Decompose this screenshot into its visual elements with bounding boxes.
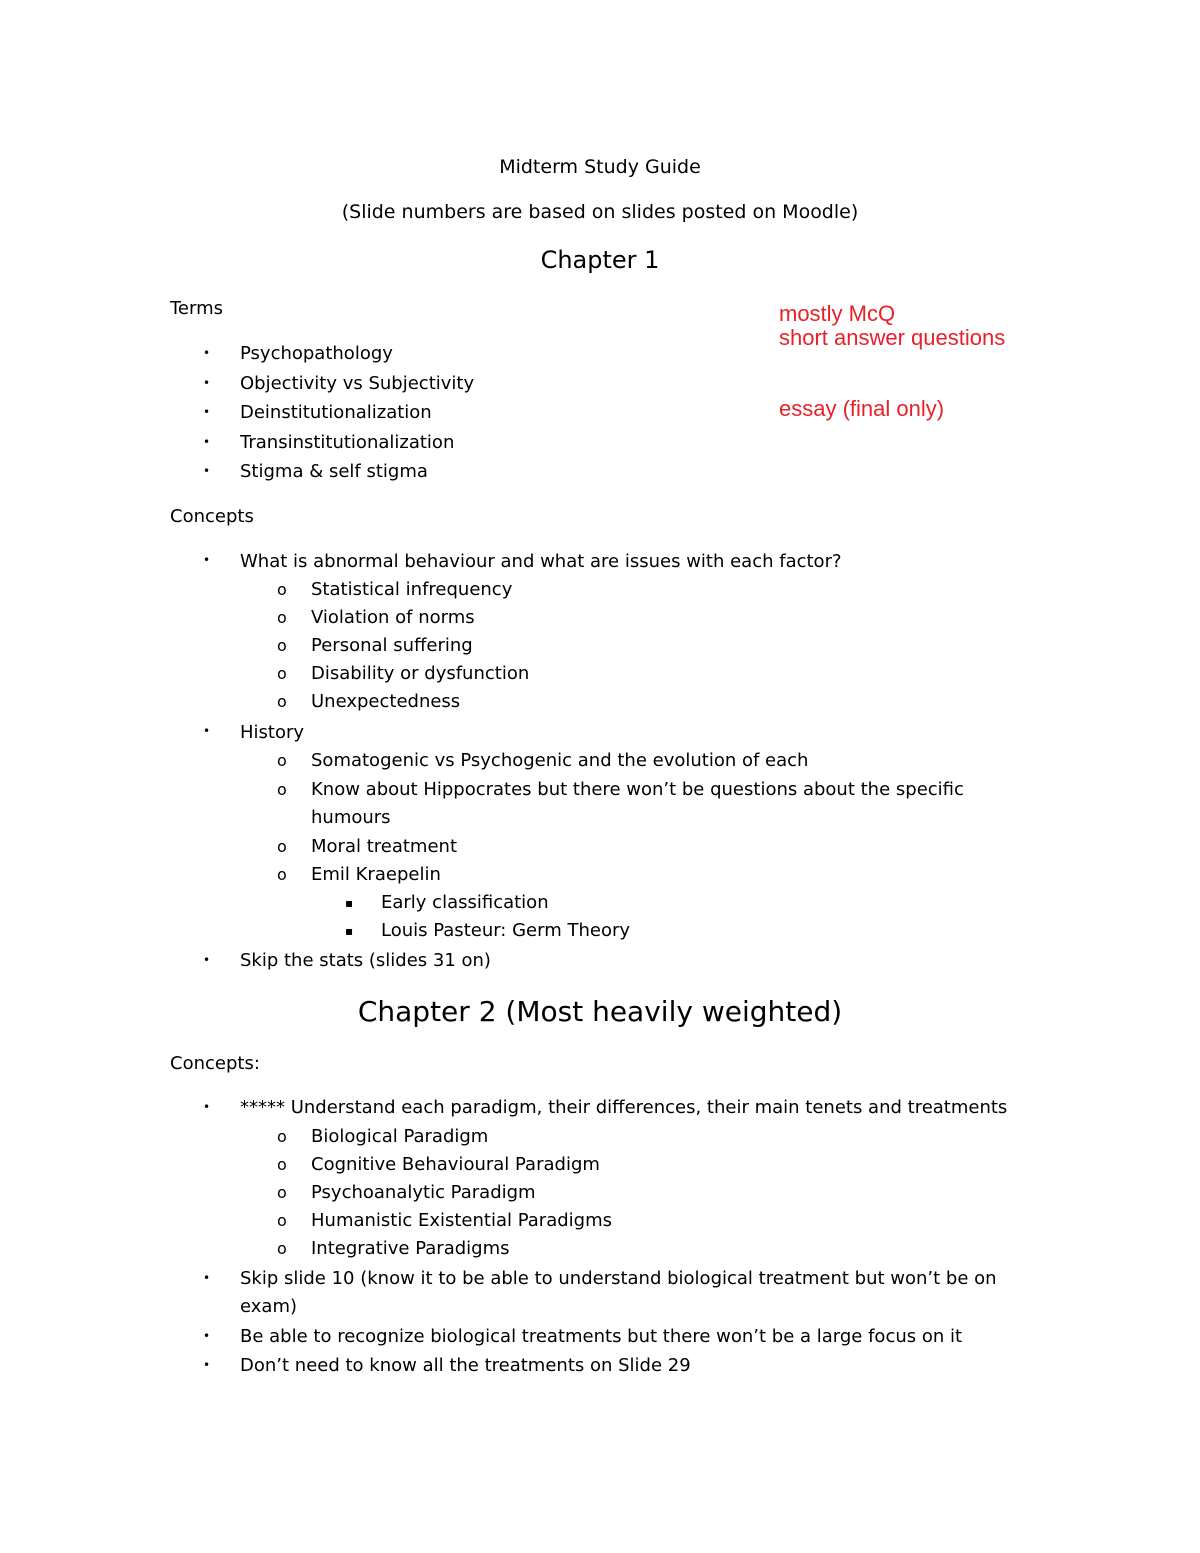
term-item: Stigma & self stigma — [240, 461, 428, 482]
bullet-marker: • — [203, 553, 211, 567]
terms-label: Terms — [170, 298, 224, 319]
factor-item: Unexpectedness — [311, 691, 461, 712]
term-item: Psychopathology — [240, 343, 393, 364]
document-title: Midterm Study Guide — [499, 156, 701, 178]
factor-item: Violation of norms — [311, 607, 475, 628]
kraepelin-item: Early classification — [381, 892, 549, 913]
bullet-marker: • — [203, 1100, 211, 1114]
bullet-marker: • — [203, 464, 211, 478]
sub-bullet-marker: o — [277, 1127, 287, 1146]
square-bullet-marker: ▪ — [345, 896, 354, 910]
term-item: Objectivity vs Subjectivity — [240, 373, 475, 394]
sub-bullet-marker: o — [277, 751, 287, 770]
bullet-marker: • — [203, 1271, 211, 1285]
paradigm-item: Cognitive Behavioural Paradigm — [311, 1154, 600, 1175]
sub-bullet-marker: o — [277, 580, 287, 599]
slide29-item: Don’t need to know all the treatments on Slide 29 — [240, 1355, 691, 1376]
bullet-marker: • — [203, 405, 211, 419]
chapter2-heading: Chapter 2 (Most heavily weighted) — [357, 995, 843, 1028]
sub-bullet-marker: o — [277, 608, 287, 627]
square-bullet-marker: ▪ — [345, 924, 354, 938]
sub-bullet-marker: o — [277, 865, 287, 884]
chapter1-heading: Chapter 1 — [540, 246, 660, 274]
sub-bullet-marker: o — [277, 636, 287, 655]
annotation-mostly-mcq: mostly McQ — [779, 301, 896, 326]
concept-abnormal-question: What is abnormal behaviour and what are issues with each factor? — [240, 551, 842, 572]
bullet-marker: • — [203, 953, 211, 967]
bullet-marker: • — [203, 1358, 211, 1372]
term-item: Transinstitutionalization — [240, 432, 455, 453]
paradigm-item: Integrative Paradigms — [311, 1238, 510, 1259]
recognize-treatments-item: Be able to recognize biological treatments but there won’t be a large focus on it — [240, 1326, 963, 1347]
factor-item: Statistical infrequency — [311, 579, 513, 600]
annotation-essay: essay (final only) — [779, 396, 945, 421]
chapter2-concepts-label: Concepts: — [170, 1053, 260, 1074]
bullet-marker: • — [203, 346, 211, 360]
history-label: History — [240, 722, 305, 743]
history-item: Somatogenic vs Psychogenic and the evolution of each — [311, 750, 809, 771]
history-item: Emil Kraepelin — [311, 864, 441, 885]
sub-bullet-marker: o — [277, 1183, 287, 1202]
paradigm-item: Biological Paradigm — [311, 1126, 489, 1147]
paradigm-intro: ***** Understand each paradigm, their differences, their main tenets and treatments — [240, 1097, 1008, 1118]
paradigm-item: Humanistic Existential Paradigms — [311, 1210, 612, 1231]
sub-bullet-marker: o — [277, 1211, 287, 1230]
bullet-marker: • — [203, 435, 211, 449]
skip-stats-item: Skip the stats (slides 31 on) — [240, 950, 491, 971]
skip-slide10-line2: exam) — [240, 1296, 297, 1317]
document-subtitle: (Slide numbers are based on slides posted on Moodle) — [341, 201, 859, 223]
sub-bullet-marker: o — [277, 1239, 287, 1258]
bullet-marker: • — [203, 1329, 211, 1343]
term-item: Deinstitutionalization — [240, 402, 432, 423]
sub-bullet-marker: o — [277, 837, 287, 856]
paradigm-item: Psychoanalytic Paradigm — [311, 1182, 536, 1203]
concepts-label: Concepts — [170, 506, 254, 527]
sub-bullet-marker: o — [277, 1155, 287, 1174]
history-item: Moral treatment — [311, 836, 457, 857]
factor-item: Disability or dysfunction — [311, 663, 530, 684]
sub-bullet-marker: o — [277, 780, 287, 799]
bullet-marker: • — [203, 724, 211, 738]
sub-bullet-marker: o — [277, 692, 287, 711]
skip-slide10-line1: Skip slide 10 (know it to be able to understand biological treatment but won’t be on — [240, 1268, 997, 1289]
bullet-marker: • — [203, 376, 211, 390]
history-item: Know about Hippocrates but there won’t be questions about the specific — [311, 779, 964, 800]
annotation-short-answer: short answer questions — [779, 325, 1006, 350]
kraepelin-item: Louis Pasteur: Germ Theory — [381, 920, 631, 941]
sub-bullet-marker: o — [277, 664, 287, 683]
factor-item: Personal suffering — [311, 635, 473, 656]
history-item-continuation: humours — [311, 807, 391, 828]
